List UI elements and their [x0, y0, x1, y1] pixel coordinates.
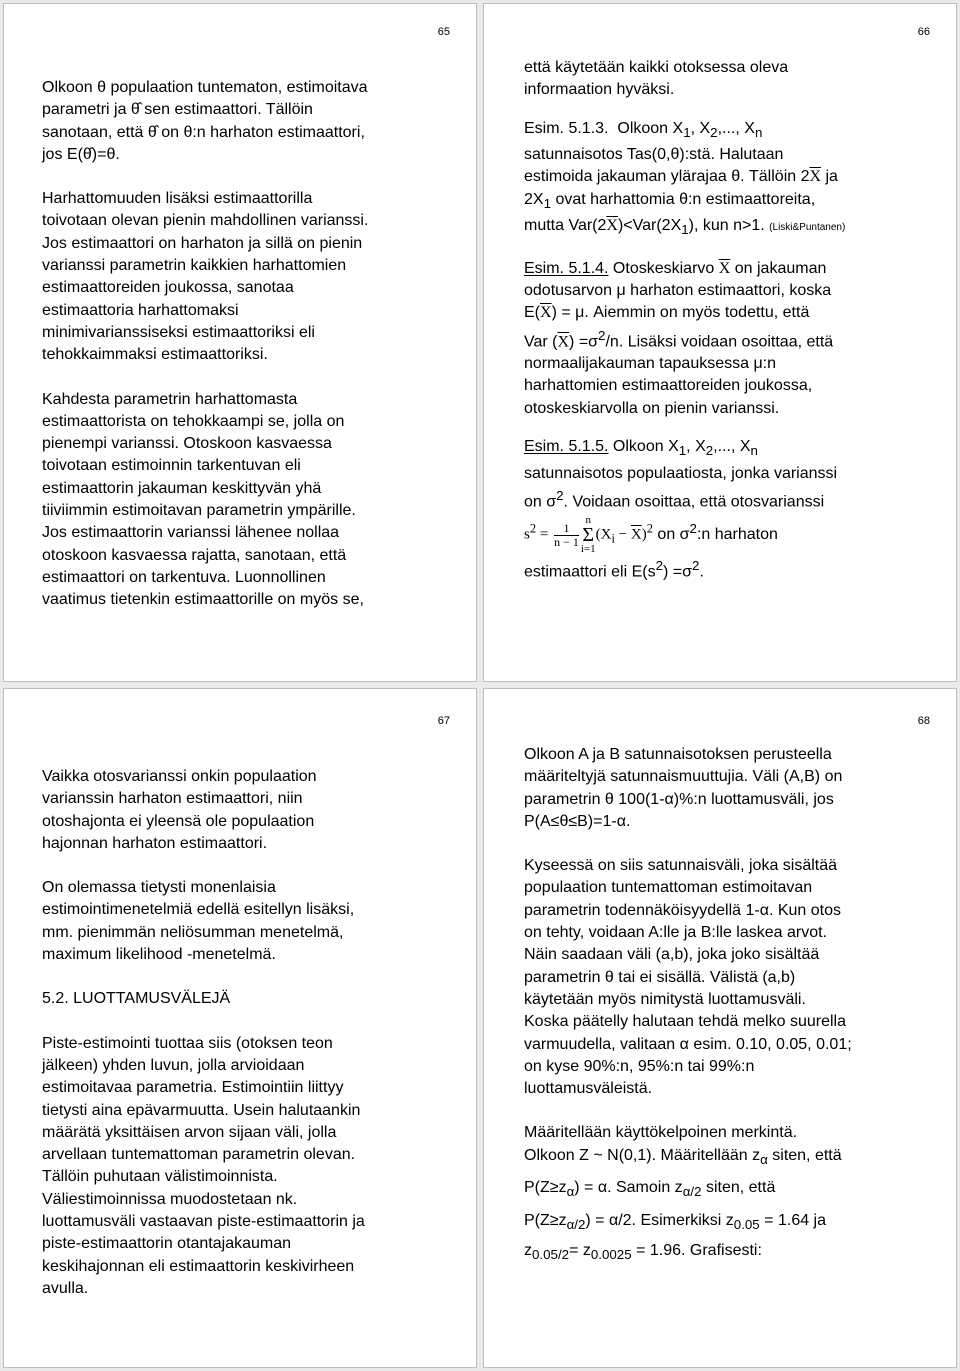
- text-line: Tällöin puhutaan välistimoinnista.: [42, 1168, 278, 1186]
- text-line: $2X_1$ ovat harhattomia θ:n estimaattoreita,: [524, 190, 816, 211]
- text-line: estimaattoreiden joukossa, sanotaa: [42, 279, 294, 297]
- text-line: parametrin θ tai ei sisällä. Välistä (a,b): [524, 968, 796, 986]
- text-line: jälkeen) yhden luvun, jolla arvioidaan: [42, 1056, 305, 1074]
- formula: $s^2$ = $\frac{1}{n - 1}$ n Σ i=1 $(X_i - \overline{X})^2$: [524, 514, 653, 556]
- text-line: On olemassa tietysti monenlaisia: [42, 879, 276, 897]
- text-line: Esim. 5.1.5. Olkoon $X_1$, $X_2$,..., $X_n$: [524, 438, 758, 459]
- text-line: avulla.: [42, 1279, 89, 1297]
- text-line: P(A≤θ≤B)=1-α.: [524, 812, 631, 830]
- text-line: Olkoon A ja B satunnaisotoksen perusteella: [524, 746, 832, 763]
- text-line: odotusarvon μ harhaton estimaattori, koska: [524, 281, 832, 299]
- text-line: estimoida jakauman ylärajaa θ. Tällöin $2\overline{X}$ ja: [524, 168, 838, 186]
- text-line: Määritellään käyttökelpoinen merkintä.: [524, 1124, 798, 1142]
- page-65: [3, 3, 477, 682]
- text-line: estimaattori on tarkentuva. Luonnollinen: [42, 568, 326, 586]
- text-line: mutta $Var(2\overline{X})<Var(2X_1)$, kun n>1. (Liski&Puntanen): [524, 217, 846, 238]
- text-line: harhattomien estimaattoreiden joukossa,: [524, 377, 813, 395]
- text-line: Esim. 5.1.4. Otoskeskiarvo $\overline{X}$ on jakauman: [524, 259, 827, 277]
- text-line: Kahdesta parametrin harhattomasta: [42, 390, 298, 408]
- text-line: mm. pienimmän neliösumman menetelmä,: [42, 923, 344, 941]
- text-line: estimaattorin jakauman keskittyvän yhä: [42, 479, 322, 497]
- text-line: estimaattoria harhattomaksi: [42, 301, 239, 319]
- text-line: estimoitavaa parametria. Estimointiin liittyy: [42, 1079, 344, 1097]
- text-line: parametrin θ 100(1-α)%:n luottamusväli, jos: [524, 790, 834, 808]
- text-line: informaation hyväksi.: [524, 81, 675, 99]
- text-line: tiiviimmin estimoitavan parametrin ympärille.: [42, 502, 356, 520]
- page-number: 67: [437, 715, 450, 727]
- text-line: on $\sigma^2$. Voidaan osoittaa, että otosvarianssi: [524, 487, 825, 511]
- text-line: $P(Z\ge z_{\alpha/2}) = \alpha/2$. Esimerkiksi $z_{0.05} = 1.64$ ja: [524, 1211, 827, 1232]
- text-line: toivotaan estimoinnin tarkentuvan eli: [42, 457, 301, 475]
- text-line: estimaattorista on tehokkaampi se, jolla on: [42, 412, 345, 430]
- page-67: [3, 688, 477, 1368]
- text-line: arvellaan tuntemattoman parametrin olevan.: [42, 1146, 356, 1164]
- text-line: varmuudella, valitaan α esim. 0.10, 0.05, 0.01;: [524, 1035, 852, 1053]
- text-line: Koska päätelly halutaan tehdä melko suurella: [524, 1013, 846, 1031]
- text-line: käytetään myös nimitystä luottamusväli.: [524, 990, 806, 1008]
- text-line: toivotaan olevan pienin mahdollinen varianssi.: [42, 212, 369, 230]
- section-heading: 5.2. LUOTTAMUSVÄLEJÄ: [42, 990, 231, 1008]
- page-number: 65: [437, 26, 450, 38]
- text-line: tietysti aina epävarmuutta. Usein halutaankin: [42, 1101, 361, 1119]
- text-line: $z_{0.05/2}= z_{0.0025} = 1.96$. Grafisesti:: [524, 1242, 762, 1263]
- text-line: keskihajonnan eli estimaattorin keskivirheen: [42, 1257, 355, 1275]
- text-line: normaalijakauman tapauksessa μ:n: [524, 355, 777, 373]
- text-line: piste-estimaattorin otantajakauman: [42, 1235, 292, 1253]
- text-line: on tehty, voidaan A:lle ja B:lle laskea arvot.: [524, 924, 827, 942]
- text-line: populaation tuntemattoman estimoitavan: [524, 879, 813, 897]
- text-line: Vaikka otosvarianssi onkin populaation: [42, 768, 317, 785]
- text-line: parametri ja θ̂ sen estimaattori. Tällöin: [42, 101, 313, 119]
- page-65-text: [42, 77, 368, 612]
- text-line: määrätä yksittäisen arvon sijaan väli, jolla: [42, 1123, 337, 1141]
- text-line: estimointimenetelmiä edellä esitellyn lisäksi,: [42, 901, 355, 919]
- page-number: 68: [917, 715, 930, 727]
- text-line: pienempi varianssi. Otoskoon kasvaessa: [42, 435, 332, 453]
- text-line: vaatimus tietenkin estimaattorille on myös se,: [42, 591, 364, 609]
- text-line: määriteltyjä satunnaismuuttujia. Väli (A,B) on: [524, 768, 843, 786]
- text-line: parametrin todennäköisyydellä 1-α. Kun otos: [524, 901, 841, 919]
- page-68: [483, 688, 957, 1368]
- text-line: otoskoon kasvaessa rajatta, sanotaan, että: [42, 546, 347, 564]
- text-line: satunnaisotos Tas(0,θ):stä. Halutaan: [524, 146, 784, 164]
- text-line: $P(Z\ge z_\alpha) = \alpha$. Samoin $z_{\alpha/2}$ siten, että: [524, 1179, 776, 1200]
- page-66: [483, 3, 957, 682]
- text-line: minimivarianssiseksi estimaattoriksi eli: [42, 323, 315, 341]
- text-line: jos E(θ̂)=θ.: [42, 145, 120, 163]
- text-line: Olkoon Z ~ N(0,1). Määritellään $z_\alpha$ siten, että: [524, 1146, 842, 1167]
- text-line: luottamusväleistä.: [524, 1080, 653, 1098]
- page-number: 66: [917, 26, 930, 38]
- text-line: Kyseessä on siis satunnaisväli, joka sisältää: [524, 857, 838, 875]
- example-5-1-3-heading: Esim. 5.1.3. Olkoon $X_1$, $X_2$,..., $X_n$: [524, 119, 763, 140]
- text-line: otoskeskiarvolla on pienin varianssi.: [524, 399, 780, 417]
- page-66-text: [524, 57, 845, 584]
- sample-variance-formula: $s^2$ = $\frac{1}{n - 1}$ n Σ i=1 $(X_i - \overline{X})^2$ on $\sigma^2:n$ harhaton: [524, 514, 778, 556]
- text-line: on kyse 90%:n, 95%:n tai 99%:n: [524, 1057, 755, 1075]
- text-line: otoshajonta ei yleensä ole populaation: [42, 812, 315, 830]
- page-68-text: [524, 744, 852, 1267]
- text-line: $E(\overline{X}) = \mu$. Aiemmin on myös todettu, että: [524, 304, 810, 322]
- text-line: maximum likelihood -menetelmä.: [42, 946, 276, 964]
- text-line: Jos estimaattorin varianssi lähenee nollaa: [42, 524, 340, 542]
- text-line: Piste-estimointi tuottaa siis (otoksen teon: [42, 1034, 333, 1052]
- text-line: Väliestimoinnissa muodostetaan nk.: [42, 1190, 298, 1208]
- page-67-text: [42, 766, 365, 1300]
- text-line: luottamusväli vastaavan piste-estimaattorin ja: [42, 1213, 365, 1231]
- text-line: että käytetään kaikki otoksessa oleva: [524, 59, 789, 76]
- text-line: sanotaan, että θ̂ on θ:n harhaton estimaattori,: [42, 123, 365, 141]
- text-line: Harhattomuuden lisäksi estimaattorilla: [42, 190, 313, 208]
- text-line: varianssin harhaton estimaattori, niin: [42, 790, 303, 808]
- text-line: hajonnan harhaton estimaattori.: [42, 834, 268, 852]
- text-line: tehokkaimmaksi estimaattoriksi.: [42, 346, 268, 364]
- text-line: satunnaisotos populaatiosta, jonka varianssi: [524, 464, 838, 482]
- text-line: Var $(\overline{X}) =\sigma^2/n$. Lisäksi voidaan osoittaa, että: [524, 327, 834, 350]
- text-line: Näin saadaan väli (a,b), joka joko sisältää: [524, 946, 820, 964]
- text-line: estimaattori eli $E(s^2) =\sigma^2$.: [524, 558, 704, 581]
- text-line: Olkoon θ populaation tuntematon, estimoitava: [42, 79, 368, 96]
- text-line: Jos estimaattori on harhaton ja sillä on pienin: [42, 234, 363, 252]
- text-line: varianssi parametrin kaikkien harhattomien: [42, 257, 347, 275]
